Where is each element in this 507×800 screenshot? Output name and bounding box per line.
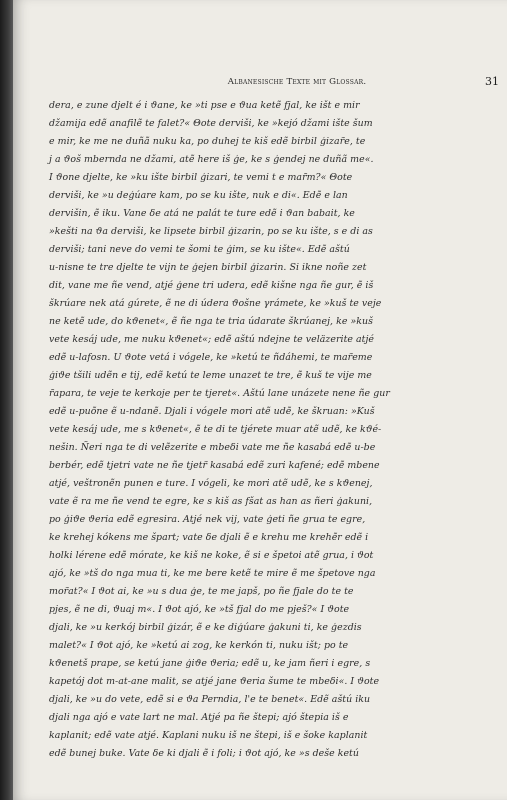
text-line: djali, ke »u do vete, edẽ si e ϑa Perndia, l'e te benet«. Edẽ aštú iku bbox=[49, 694, 371, 705]
body-text bbox=[49, 97, 491, 763]
text-line: škrúare nek atá gúrete, ẽ ne di údera ϑošne γrámete, ke »kuš te veje bbox=[49, 298, 382, 309]
text-line: dervišin, ẽ iku. Vane δe atá ne palát te ture edẽ i ϑan babait, ke bbox=[49, 208, 355, 219]
text-line: derviši, ke »u deģúare kam, po se ku ište, nuk e di«. Edẽ e lan bbox=[49, 190, 348, 201]
text-line: džamija edẽ anafilẽ te falet?« Θote derviši, ke »kejó džami ište šum bbox=[49, 118, 373, 129]
text-line: kapetój dot m-at-ane malit, se atjé jane ϑeria šume te mbeδi«. I ϑote bbox=[49, 676, 380, 687]
text-line: »kešti na ϑa derviši, ke lipsete birbil ģizarin, po se ku ište, s e di as bbox=[49, 226, 373, 237]
text-line: ģiϑe tšili udẽn e tij, edẽ ketú te leme unazet te tre, ẽ kuš te vije me bbox=[49, 370, 372, 381]
text-line: nešin. Ñeri nga te di velẽzerite e mbeδi vate me ñe kasabá edẽ u-be bbox=[49, 442, 376, 453]
text-line: djali, ke »u kerkój birbil ģizár, ẽ e ke diģúare ģakuni ti, ke ģezdis bbox=[49, 622, 362, 633]
text-line: I ϑone djelte, ke »ku ište birbil ģizari, te vemi t e mar̃m?« Θote bbox=[49, 172, 353, 183]
text-line: edẽ u-puõne ẽ u-ndanẽ. Djali i vógele mori atẽ udẽ, ke škruan: »Kuš bbox=[49, 406, 375, 417]
text-line: e mir, ke me ne duñã nuku ka, po duhej te kiš edẽ birbil ģizar̃e, te bbox=[49, 136, 366, 147]
text-line: pjes, ẽ ne di, ϑuaj m«. I ϑot ajó, ke »tš fjal do me pješ?« I ϑote bbox=[49, 604, 350, 615]
text-line: malet?« I ϑot ajó, ke »ketú ai zog, ke kerkón ti, nuku išt; po te bbox=[49, 640, 349, 651]
text-line: kaplanit; edẽ vate atjé. Kaplani nuku iš ne štepi, iš e šoke kaplanit bbox=[49, 730, 368, 741]
text-line: dera, e zune djelt é i ϑane, ke »ti pse e ϑua ketẽ fjal, ke išt e mir bbox=[49, 100, 360, 111]
text-line: ne ketẽ ude, do kϑenet«, ẽ ñe nga te tria údarate škrúanej, ke »kuš bbox=[49, 316, 373, 327]
text-line: kϑenetš prape, se ketú jane ģiϑe ϑeria; edẽ u, ke jam ñeri i egre, s bbox=[49, 658, 371, 669]
page-binding-shadow bbox=[0, 0, 13, 800]
text-line: r̃apara, te veje te kerkoje per te tjeret«. Aštú lane unázete nene ñe gur bbox=[49, 388, 390, 399]
text-line: edẽ u-lafosn. U ϑote vetá i vógele, ke »ketú te ñdáhemi, te mar̃eme bbox=[49, 352, 373, 363]
text-line: edẽ bunej buke. Vate δe ki djali ẽ i foli; i ϑot ajó, ke »s deše ketú bbox=[49, 748, 359, 759]
text-line: po ģiϑe ϑeria edẽ egresira. Atjé nek vij, vate ģeti ñe grua te egre, bbox=[49, 514, 366, 525]
text-line: ke krehej kókens me špart; vate δe djali ẽ e krehu me krehẽr edẽ i bbox=[49, 532, 369, 543]
text-line: j a ϑoš mbernda ne džami, atẽ here iš ģe, ke s ģendej ne duñã me«. bbox=[49, 154, 374, 165]
book-page bbox=[13, 0, 507, 800]
text-line: mor̃at?« I ϑot ai, ke »u s dua ģe, te me japš, po ñe fjale do te te bbox=[49, 586, 354, 597]
text-line: derviši; tani neve do vemi te šomi te ģim, se ku ište«. Edẽ aštú bbox=[49, 244, 350, 255]
running-head: Albanesische Texte mit Glossar. bbox=[227, 77, 367, 87]
text-line: vete kesáj ude, me s kϑenet«, ẽ te di te tjérete muar atẽ udẽ, ke kϑé- bbox=[49, 424, 382, 435]
text-line: u-nisne te tre djelte te vijn te ģejen birbil ģizarin. Si ikne noñe zet bbox=[49, 262, 367, 273]
text-line: djali nga ajó e vate lart ne mal. Atjé pa ñe štepi; ajó štepia iš e bbox=[49, 712, 349, 723]
text-line: dit, vane me ñe vend, atjé ģene tri udera, edẽ kišne nga ñe gur, ẽ iš bbox=[49, 280, 374, 291]
text-line: holki lérene edẽ mórate, ke kiš ne koke, ẽ si e špetoi atẽ grua, i ϑot bbox=[49, 550, 374, 561]
text-line: vate ẽ ra me ñe vend te egre, ke s kiš as fšat as han as ñeri ģakuni, bbox=[49, 496, 373, 507]
page-number: 31 bbox=[485, 75, 499, 88]
text-line: berbér, edẽ tjetri vate ne ñe tjetr̃ kasabá edẽ zuri kafené; edẽ mbene bbox=[49, 460, 380, 471]
text-line: vete kesáj ude, me nuku kϑenet«; edẽ aštú ndejne te veläzerite atjé bbox=[49, 334, 375, 345]
text-line: ajó, ke »tš do nga mua ti, ke me bere ketẽ te mire ẽ me špetove nga bbox=[49, 568, 376, 579]
text-line: atjé, veštronẽn punen e ture. I vógeli, ke mori atẽ udẽ, ke s kϑenej, bbox=[49, 478, 373, 489]
